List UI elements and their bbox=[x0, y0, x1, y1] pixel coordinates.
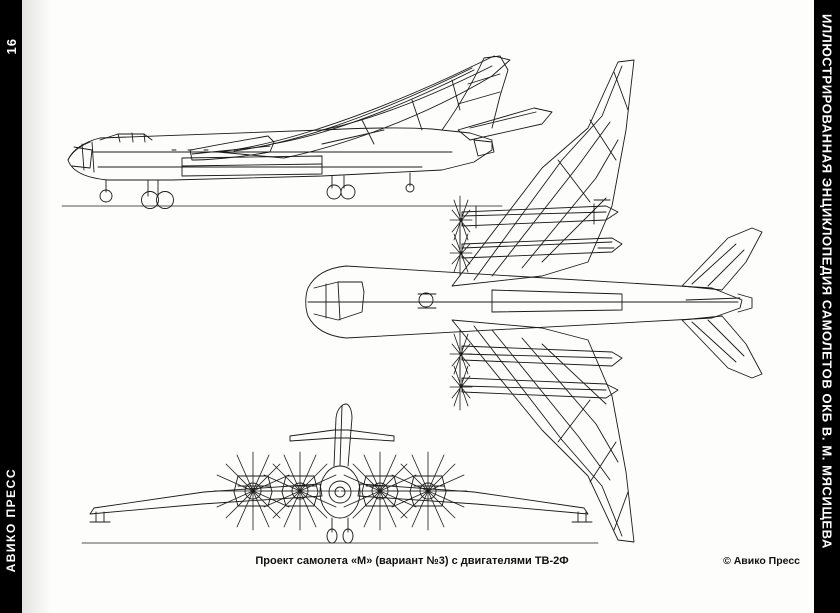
series-title bbox=[814, 14, 840, 574]
series-title-text: ИЛЛЮСТРИРОВАННАЯ ЭНЦИКЛОПЕДИЯ САМОЛЕТОВ ОКБ В. М. МЯСИЩЕВА bbox=[819, 14, 835, 549]
page-number-text: 16 bbox=[3, 37, 19, 55]
right-margin-bar bbox=[814, 0, 840, 613]
blueprint-canvas bbox=[22, 0, 814, 613]
front-view-group bbox=[82, 404, 598, 543]
left-margin-bar bbox=[0, 0, 22, 613]
page-number bbox=[0, 26, 22, 66]
side-view-group bbox=[62, 56, 552, 209]
aircraft-three-view-drawing bbox=[22, 0, 814, 613]
copyright-notice: © Авико Пресс bbox=[723, 555, 800, 567]
publisher-label bbox=[0, 445, 22, 595]
publisher-label-text: АВИКО ПРЕСС bbox=[4, 467, 18, 573]
figure-caption: Проект самолета «М» (вариант №3) с двигателями ТВ-2Ф bbox=[255, 555, 569, 567]
